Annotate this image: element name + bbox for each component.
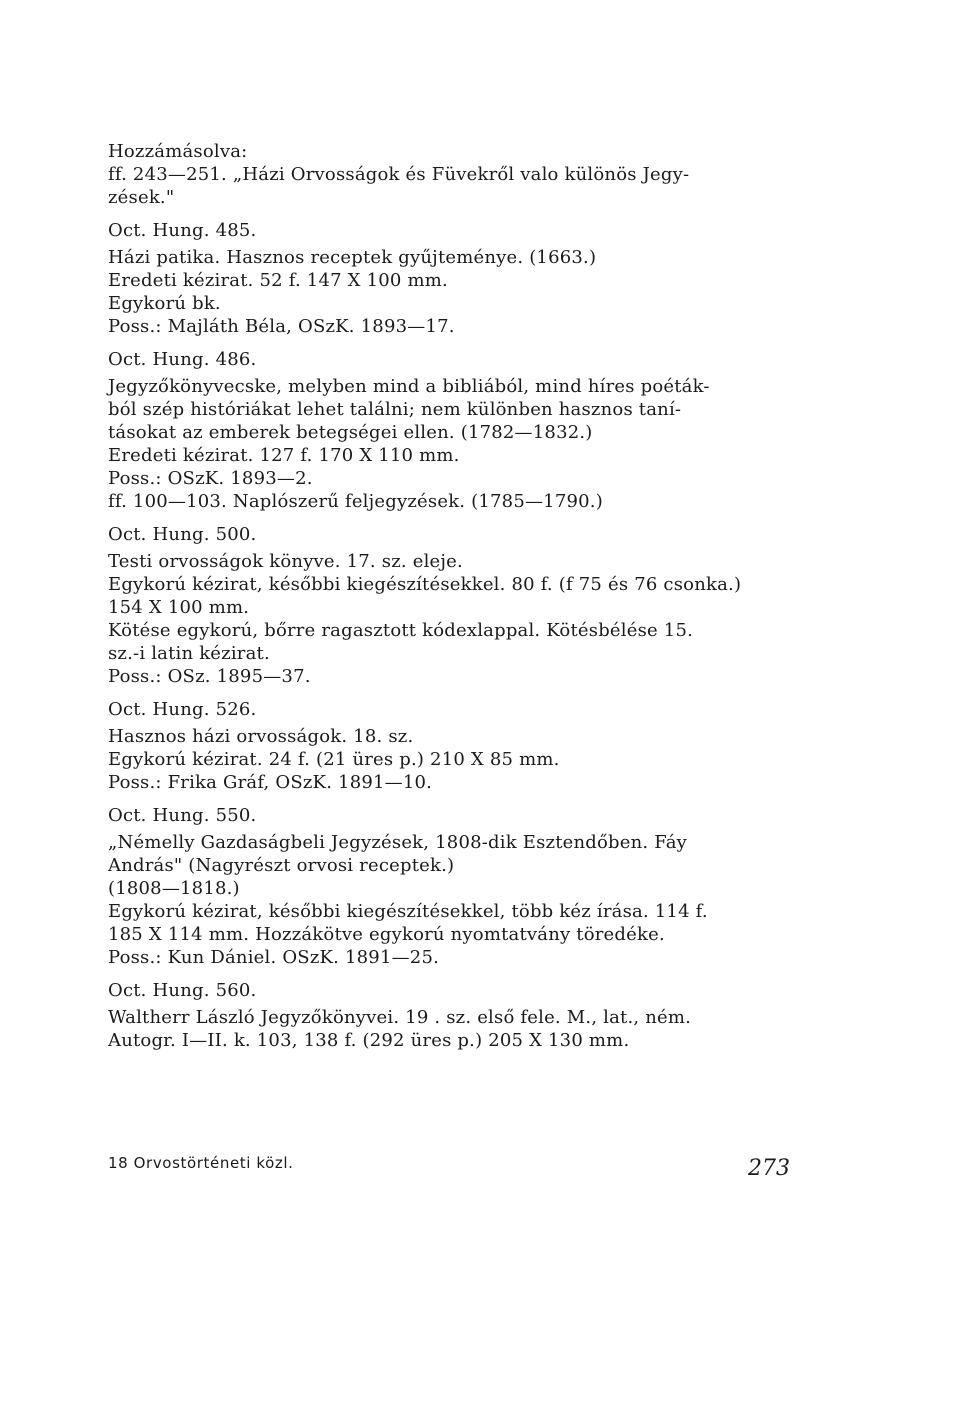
text-line: Poss.: Majláth Béla, OSzK. 1893—17. <box>108 316 455 337</box>
entry-heading: Oct. Hung. 486. <box>108 349 257 370</box>
text-line: Eredeti kézirat. 52 f. 147 X 100 mm. <box>108 270 448 291</box>
entry-heading: Oct. Hung. 526. <box>108 699 257 720</box>
text-line: Poss.: OSz. 1895—37. <box>108 666 311 687</box>
text-line: Hasznos házi orvosságok. 18. sz. <box>108 726 414 747</box>
text-line: ff. 243—251. „Házi Orvosságok és Füvekről valo különös Jegy- <box>108 164 690 185</box>
text-line: ból szép históriákat lehet találni; nem különben hasznos taní- <box>108 399 682 420</box>
text-line: 185 X 114 mm. Hozzákötve egykorú nyomtatvány töredéke. <box>108 924 665 945</box>
text-line: Házi patika. Hasznos receptek gyűjteménye. (1663.) <box>108 247 597 268</box>
text-line: zések." <box>108 187 175 208</box>
text-line: sz.-i latin kézirat. <box>108 643 270 664</box>
entry-heading: Oct. Hung. 500. <box>108 524 257 545</box>
text-line: Kötése egykorú, bőrre ragasztott kódexlappal. Kötésbélése 15. <box>108 620 694 641</box>
text-line: Autogr. I—II. k. 103, 138 f. (292 üres p.) 205 X 130 mm. <box>108 1030 630 1051</box>
entry-heading: Oct. Hung. 485. <box>108 220 257 241</box>
page-body <box>108 140 788 1052</box>
text-line: „Némelly Gazdaságbeli Jegyzések, 1808-dik Esztendőben. Fáy <box>108 832 688 853</box>
text-line: Egykorú kézirat. 24 f. (21 üres p.) 210 X 85 mm. <box>108 749 560 770</box>
text-line: Waltherr László Jegyzőkönyvei. 19 . sz. első fele. M., lat., ném. <box>108 1007 692 1028</box>
text-line: András" (Nagyrészt orvosi receptek.) <box>108 855 455 876</box>
text-line: Egykorú kézirat, későbbi kiegészítésekkel. 80 f. (f 75 és 76 csonka.) <box>108 574 742 595</box>
entry-heading: Oct. Hung. 550. <box>108 805 257 826</box>
text-line: Poss.: OSzK. 1893—2. <box>108 468 313 489</box>
text-line: tásokat az emberek betegségei ellen. (1782—1832.) <box>108 422 593 443</box>
page-number: 273 <box>748 1156 790 1181</box>
text-line: (1808—1818.) <box>108 878 240 899</box>
text-line: Jegyzőkönyvecske, melyben mind a bibliából, mind híres poéták- <box>108 376 710 397</box>
text-line: Testi orvosságok könyve. 17. sz. eleje. <box>108 551 463 572</box>
entry-heading: Oct. Hung. 560. <box>108 980 257 1001</box>
text-line: 154 X 100 mm. <box>108 597 250 618</box>
text-line: Hozzámásolva: <box>108 141 248 162</box>
signature-mark: 18 Orvostörténeti közl. <box>108 1154 294 1172</box>
page-footer <box>108 1148 788 1188</box>
text-line: ff. 100—103. Naplószerű feljegyzések. (1785—1790.) <box>108 491 603 512</box>
text-line: Egykorú bk. <box>108 293 221 314</box>
text-line: Eredeti kézirat. 127 f. 170 X 110 mm. <box>108 445 460 466</box>
text-line: Poss.: Frika Gráf, OSzK. 1891—10. <box>108 772 433 793</box>
text-line: Poss.: Kun Dániel. OSzK. 1891—25. <box>108 947 440 968</box>
text-line: Egykorú kézirat, későbbi kiegészítésekkel, több kéz írása. 114 f. <box>108 901 708 922</box>
